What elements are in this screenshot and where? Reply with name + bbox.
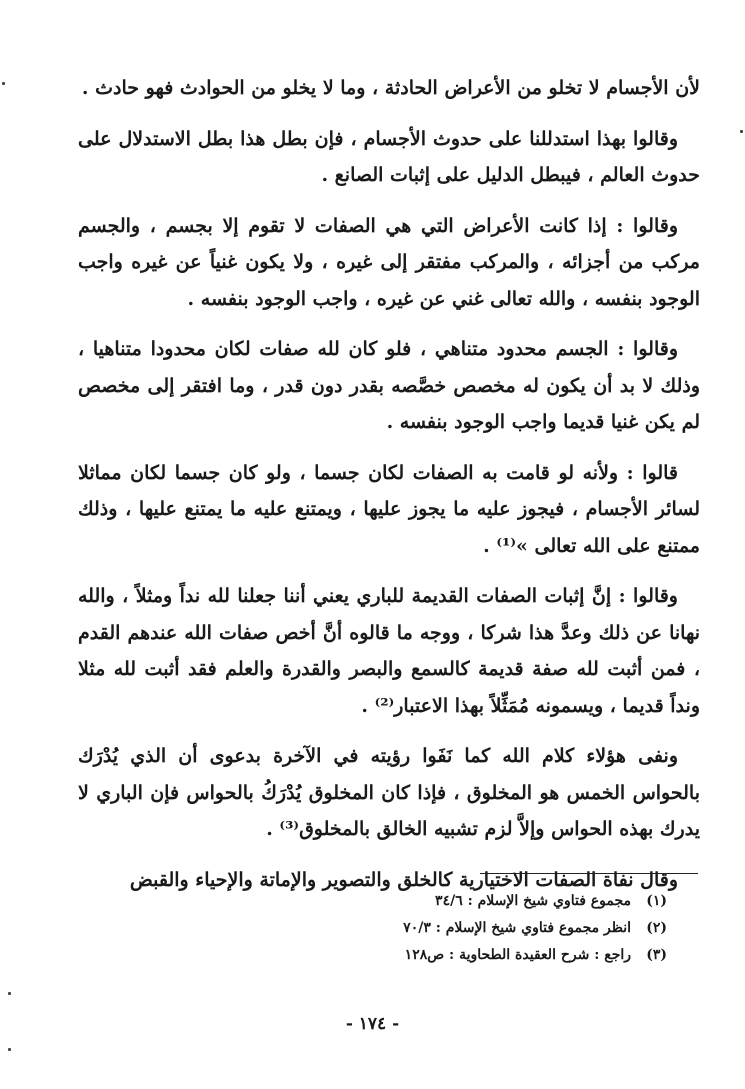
footnote bbox=[107, 942, 667, 969]
scan-mark bbox=[8, 1048, 11, 1051]
page-number: - ١٧٤ - bbox=[345, 1014, 400, 1034]
paragraph: قالوا : ولأنه لو قامت به الصفات لكان جسما ، ولو كان جسما لكان مماثلا لسائر الأجسام ، فيجوز عليه ما يجوز عليها ، ويمتنع عليه ما يمتنع عليها ، وذلك ممتنع على الله تعالى »⁽¹⁾ . bbox=[78, 461, 700, 557]
paragraph: وقال نفاة الصفات الاختيارية كالخلق والتصوير والإماتة والإحياء والقبض bbox=[129, 868, 678, 891]
footnotes bbox=[107, 888, 667, 969]
main-text bbox=[78, 70, 700, 898]
footnote-text: انظر مجموع فتاوي شيخ الإسلام : ٧٠/٣ bbox=[403, 920, 631, 936]
paragraph: وقالوا : الجسم محدود متناهي ، فلو كان لله صفات لكان محدودا متناهيا ، وذلك لا بد أن يكون له مخصص خصَّصه بقدر دون قدر ، وما افتقر إلى مخصص لم يكن غنيا قديما واجب الوجود بنفسه . bbox=[78, 338, 700, 433]
paragraph: لأن الأجسام لا تخلو من الأعراض الحادثة ، وما لا يخلو من الحوادث فهو حادث . bbox=[81, 77, 700, 99]
footnote-number: (٣) bbox=[646, 947, 667, 963]
footnote-number: (٢) bbox=[646, 920, 667, 936]
footnote-text: راجع : شرح العقيدة الطحاوية : ص١٢٨ bbox=[404, 947, 631, 963]
footnote bbox=[107, 888, 667, 915]
paragraph: وقالوا بهذا استدللنا على حدوث الأجسام ، فإن بطل هذا بطل الاستدلال على حدوث العالم ، فيبطل الدليل على إثبات الصانع . bbox=[78, 127, 700, 186]
scan-mark bbox=[8, 992, 11, 995]
paragraph: وقالوا : إنَّ إثبات الصفات القديمة للباري يعني أننا جعلنا لله نداً ومثلاً ، والله نهانا عن ذلك وعدَّ هذا شركا ، ووجه ما قالوه أنَّ أخص صفات الله عندهم القدم ، فمن أثبت لله صفة قديمة كالسمع والبصر والقدرة والعلم فقد أثبت لله مثلا ونداً قديما ، ويسمونه مُمَثِّلاً بهذا الاعتبار⁽²⁾ . bbox=[78, 585, 700, 717]
paragraph: وقالوا : إذا كانت الأعراض التي هي الصفات لا تقوم إلا بجسم ، والجسم مركب من أجزائه ، والمركب مفتقر إلى غيره ، ولا يكون غنياً عن غيره واجب الوجود بنفسه ، والله تعالى غني عن غيره ، واجب الوجود بنفسه . bbox=[78, 214, 700, 310]
scan-mark bbox=[2, 82, 5, 85]
footnote-text: مجموع فتاوي شيخ الإسلام : ٣٤/٦ bbox=[435, 893, 631, 909]
paragraph: ونفى هؤلاء كلام الله كما نَفَوا رؤيته في الآخرة بدعوى أن الذي يُدْرَك بالحواس الخمس هو المخلوق ، فإذا كان المخلوق يُدْرَكُ بالحواس فإن الباري لا يدرك بهذه الحواس وإلاَّ لزم تشبيه الخالق بالمخلوق⁽³⁾ . bbox=[78, 745, 700, 840]
footnote-separator bbox=[480, 873, 698, 874]
footnote-number: (١) bbox=[646, 893, 667, 909]
footnote bbox=[107, 915, 667, 942]
scan-mark bbox=[740, 130, 743, 133]
